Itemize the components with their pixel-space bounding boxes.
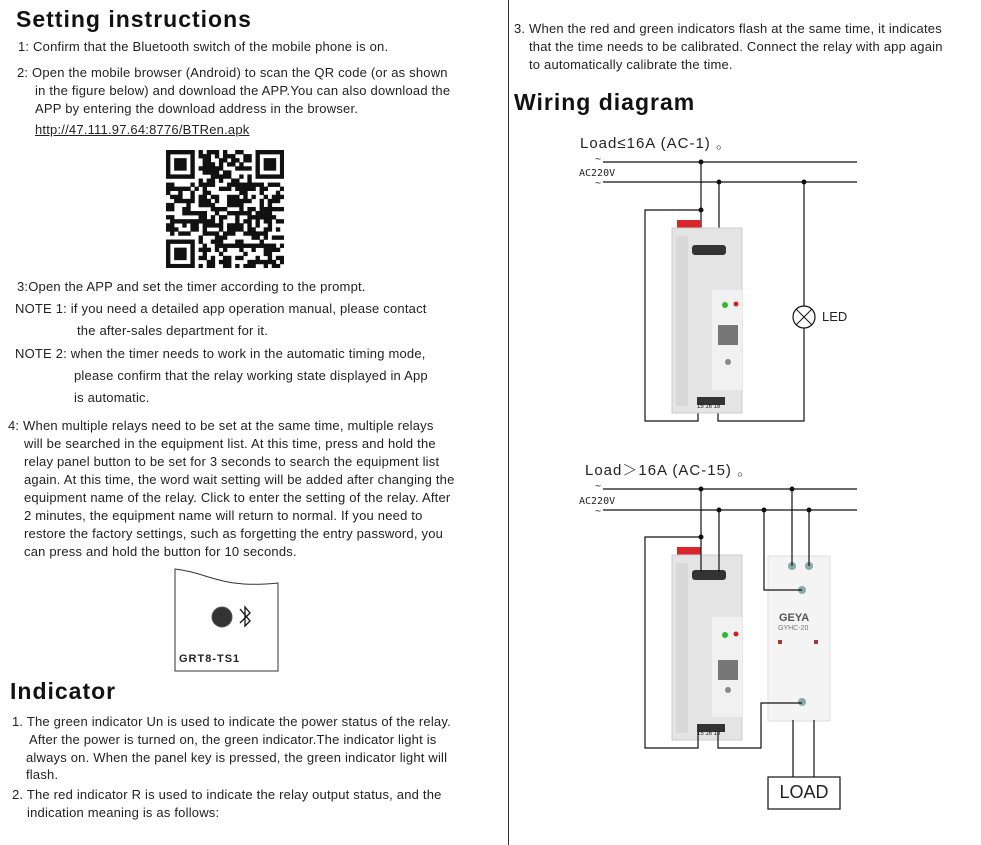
load-label: LOAD	[779, 782, 829, 802]
diagram-1-title: Load≤16A (AC-1) 。	[580, 135, 732, 152]
step-4-line6: 2 minutes, the equipment name will return to normal. If you need to	[24, 508, 423, 523]
relay-device-2	[672, 547, 742, 740]
note-2-line2: please confirm that the relay working state displayed in App	[74, 368, 428, 383]
step-4-line7: restore the factory settings, such as forgetting the entry password, you	[24, 526, 444, 541]
note-1-line1: NOTE 1: if you need a detailed app operation manual, please contact	[15, 301, 427, 316]
note-2-line3: is automatic.	[74, 390, 150, 405]
setting-instructions-title: Setting instructions	[16, 6, 252, 32]
right-step-3-line3: to automatically calibrate the time.	[529, 57, 733, 72]
step-4-line8: can press and hold the button for 10 seconds.	[24, 544, 297, 559]
indicator-title: Indicator	[10, 678, 117, 704]
indicator-2-line2: indication meaning is as follows:	[27, 805, 220, 820]
step-4-line5: equipment name of the relay. Click to enter the setting of the relay. After	[24, 490, 451, 505]
contactor-model: GYHC-20	[778, 625, 809, 632]
step-4-line3: relay panel button to be set for 3 seconds to search the equipment list	[24, 454, 440, 469]
indicator-1-line1: 1. The green indicator Un is used to indicate the power status of the relay.	[12, 714, 451, 729]
step-4-line1: 4: When multiple relays need to be set at the same time, multiple relays	[8, 418, 434, 433]
right-step-3-line2: that the time needs to be calibrated. Connect the relay with app again	[529, 39, 943, 54]
step-1: 1: Confirm that the Bluetooth switch of the mobile phone is on.	[18, 39, 389, 54]
diagram-1-tilde-bottom: ~	[595, 178, 602, 189]
indicator-2-line1: 2. The red indicator R is used to indicate the relay output status, and the	[12, 787, 442, 802]
diagram-1-supply: AC220V	[579, 168, 616, 179]
led-label: LED	[822, 309, 848, 324]
diagram-2-title: Load＞16A (AC-15) 。	[585, 462, 754, 479]
contactor-brand: GEYA	[779, 612, 810, 624]
step-2-line1: 2: Open the mobile browser (Android) to scan the QR code (or as shown	[17, 65, 448, 80]
indicator-1-line3: always on. When the panel key is pressed, the green indicator light will	[26, 750, 448, 765]
note-1-line2: the after-sales department for it.	[77, 323, 269, 338]
step-4-line4: again. At this time, the word wait setting will be added after changing the	[24, 472, 455, 487]
download-link[interactable]: http://47.111.97.64:8776/BTRen.apk	[35, 122, 250, 137]
diagram-2-terminals: 15 16 18	[697, 731, 721, 737]
diagram-2-tilde-bottom: ~	[595, 506, 602, 517]
step-2-line3: APP by entering the download address in the browser.	[35, 101, 359, 116]
contactor-device	[768, 556, 830, 721]
diagram-2-supply: AC220V	[579, 496, 616, 507]
diagram-1-tilde-top: ~	[595, 154, 602, 165]
note-2-line1: NOTE 2: when the timer needs to work in the automatic timing mode,	[15, 346, 426, 361]
step-3: 3:Open the APP and set the timer according to the prompt.	[17, 279, 366, 294]
panel-model-label: GRT8-TS1	[179, 653, 241, 665]
right-step-3-line1: 3. When the red and green indicators flash at the same time, it indicates	[514, 21, 942, 36]
indicator-1-line4: flash.	[26, 767, 59, 782]
diagram-1-terminals: 15 16 18	[697, 404, 721, 410]
indicator-1-line2: After the power is turned on, the green indicator.The indicator light is	[29, 732, 437, 747]
diagram-2-tilde-top: ~	[595, 481, 602, 492]
step-4-line2: will be searched in the equipment list. At this time, press and hold the	[24, 436, 436, 451]
wiring-diagram-title: Wiring diagram	[514, 89, 696, 115]
step-2-line2: in the figure below) and download the APP.You can also download the	[35, 83, 451, 98]
